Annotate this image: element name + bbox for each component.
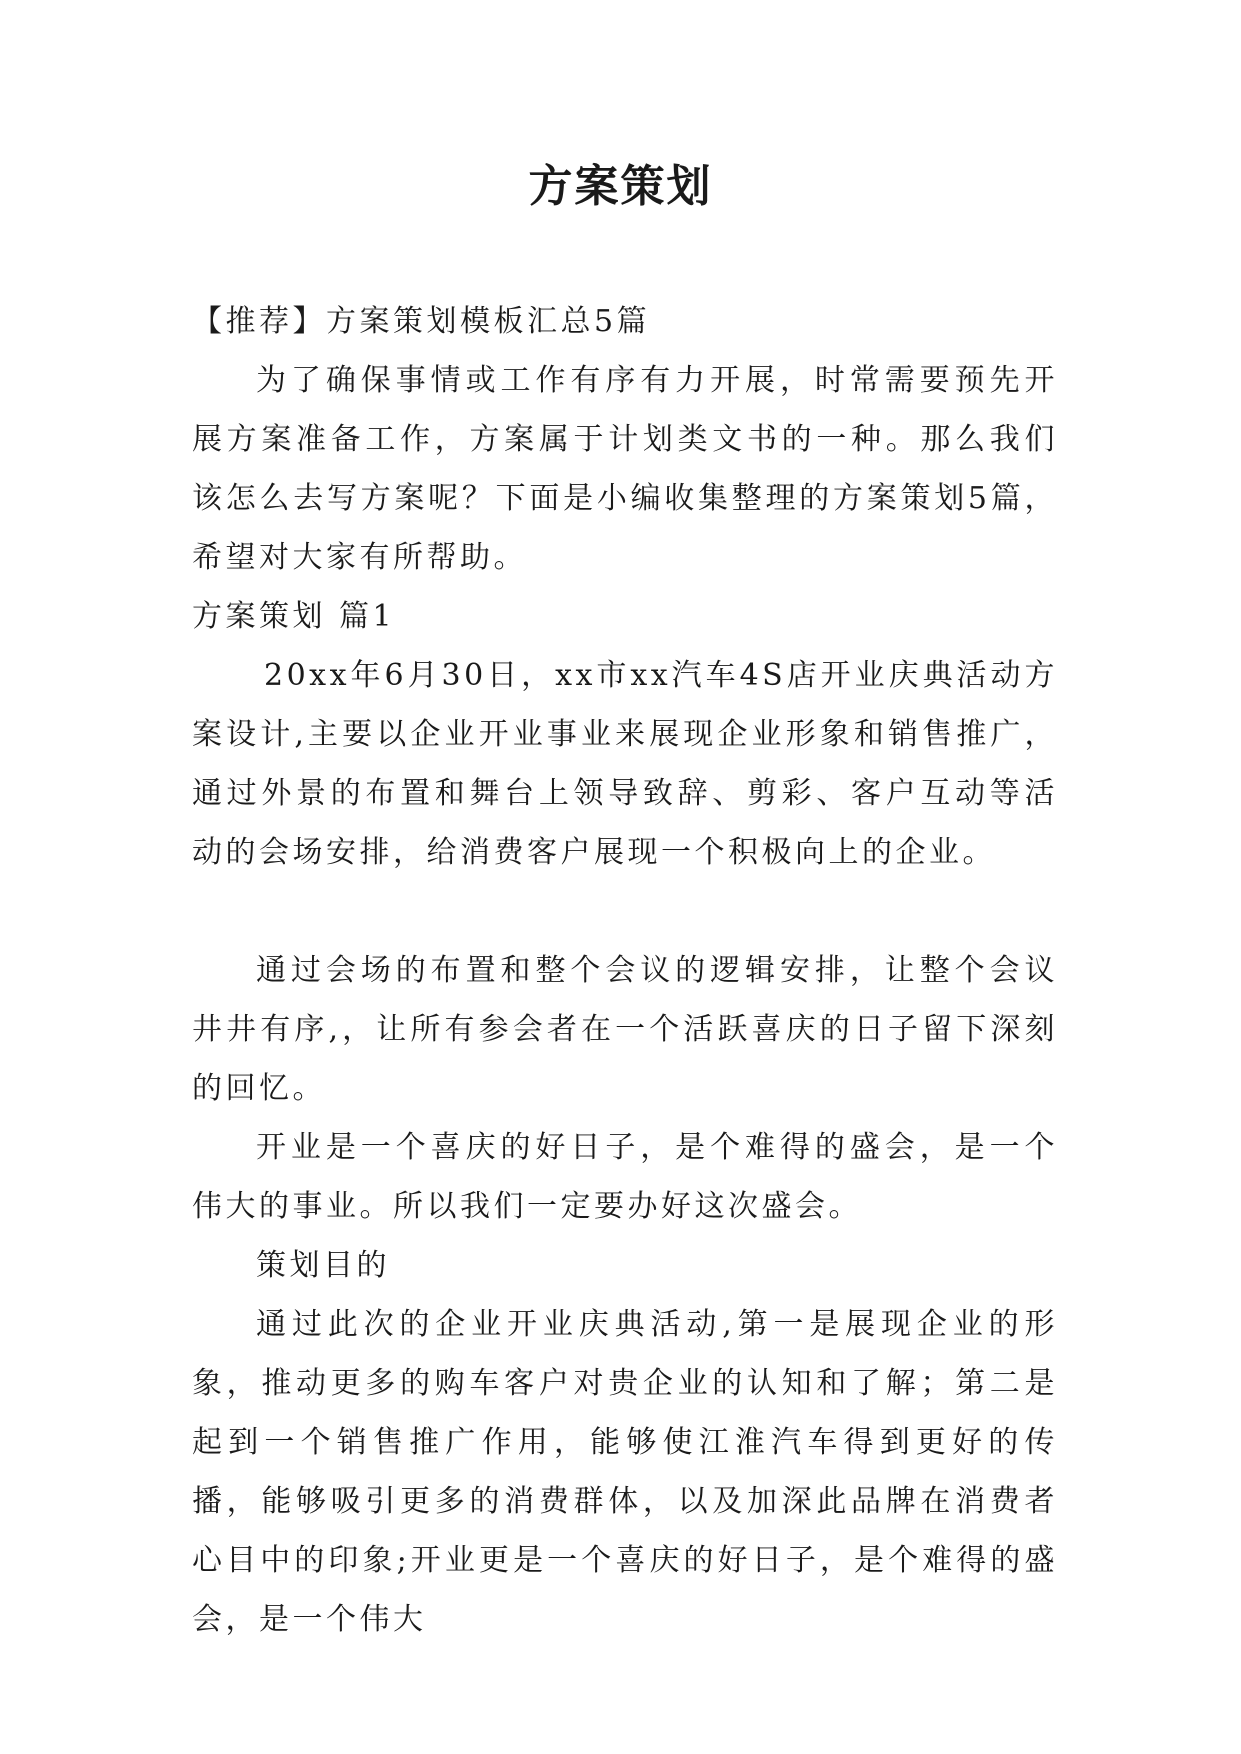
section-title: 方案策划 篇1: [192, 599, 396, 634]
document-title: 方案策划: [528, 161, 713, 212]
paragraph-2: 通过会场的布置和整个会议的逻辑安排，让整个会议井井有序,，让所有参会者在一个活跃喜庆的日子留下深刻的回忆。: [192, 953, 1058, 1106]
paragraph-5: 通过此次的企业开业庆典活动,第一是展现企业的形象，推动更多的购车客户对贵企业的认知和了解；第二是起到一个销售推广作用，能够使江淮汽车得到更好的传播，能够吸引更多的消费群体，以及加深此品牌在消费者心目中的印象;开业更是一个喜庆的好日子，是个难得的盛会，是一个伟大: [192, 1307, 1058, 1637]
paragraph-1: 20xx年6月30日，xx市xx汽车4S店开业庆典活动方案设计,主要以企业开业事业来展现企业形象和销售推广，通过外景的布置和舞台上领导致辞、剪彩、客户互动等活动的会场安排，给消费客户展现一个积极向上的企业。: [192, 658, 1058, 870]
blank-line: [192, 882, 1058, 941]
document-body: [192, 292, 1058, 1649]
paragraph-4: 策划目的: [256, 1248, 390, 1283]
intro-paragraph: 为了确保事情或工作有序有力开展，时常需要预先开展方案准备工作，方案属于计划类文书的一种。那么我们该怎么去写方案呢？下面是小编收集整理的方案策划5篇，希望对大家有所帮助。: [192, 363, 1058, 575]
paragraph-3: 开业是一个喜庆的好日子，是个难得的盛会，是一个伟大的事业。所以我们一定要办好这次盛会。: [192, 1130, 1058, 1224]
document-heading: 【推荐】方案策划模板汇总5篇: [192, 304, 651, 339]
